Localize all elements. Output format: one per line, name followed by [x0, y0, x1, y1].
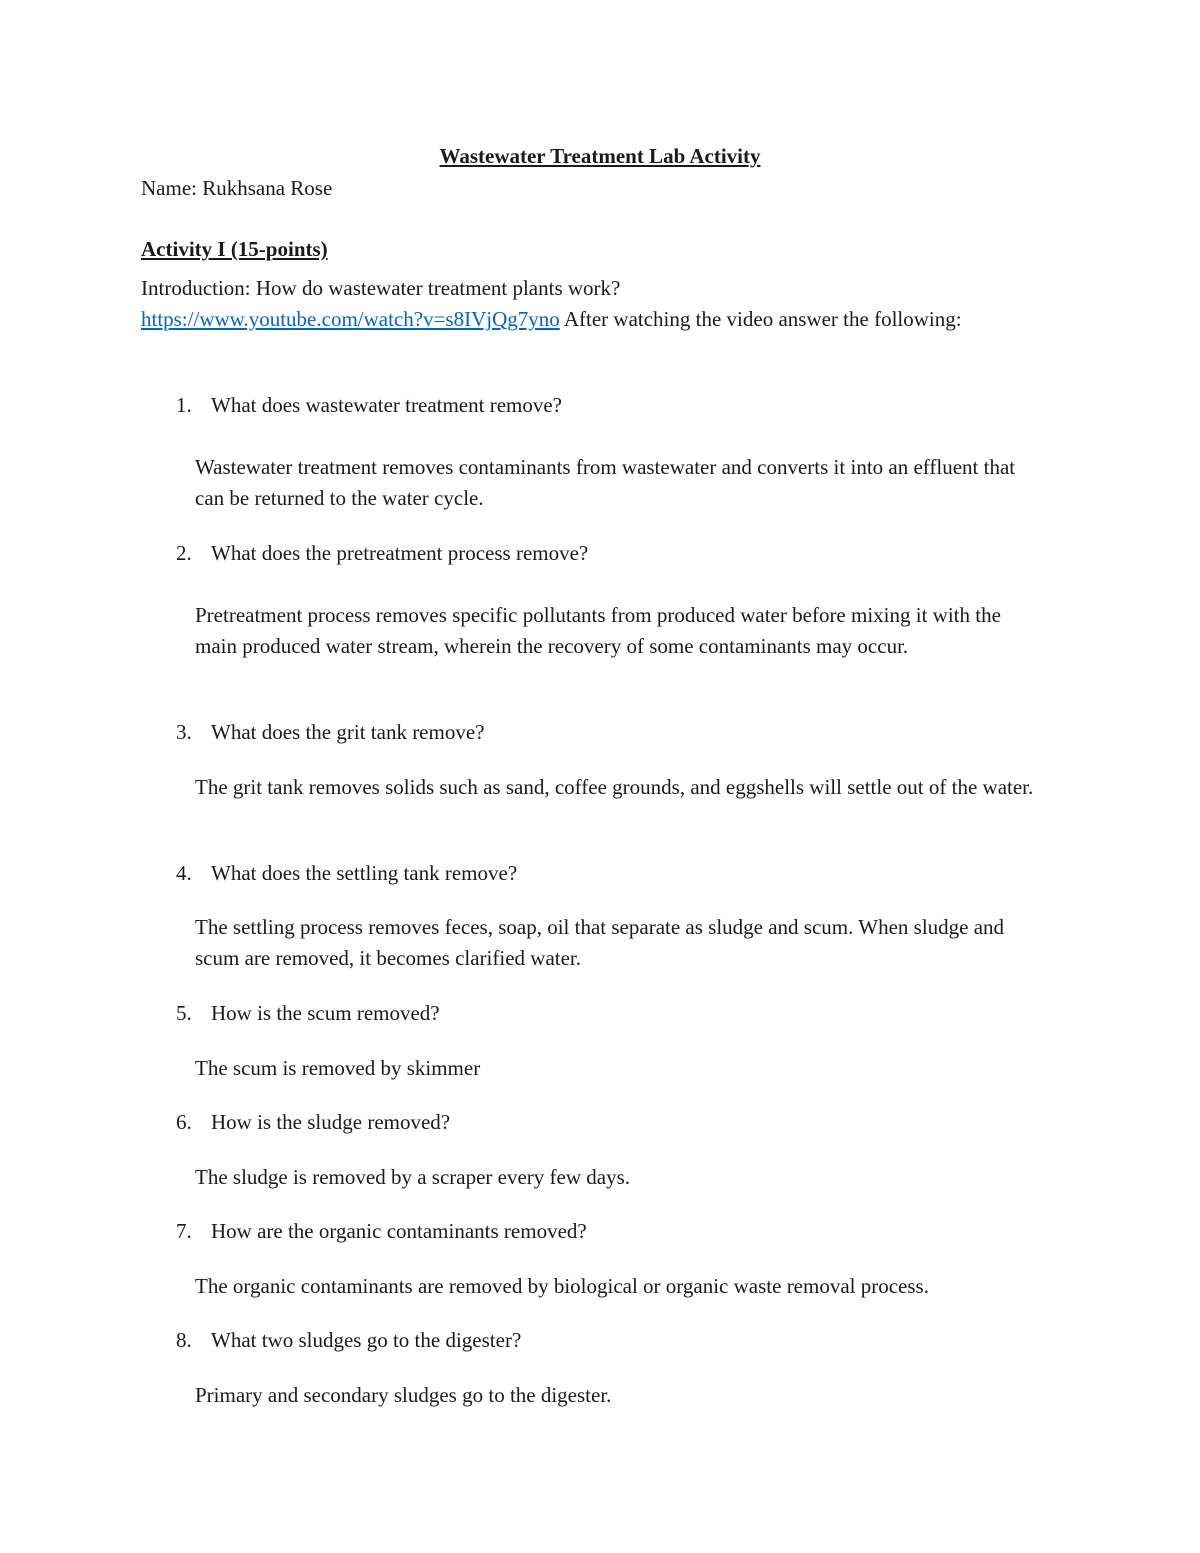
question-text: What does wastewater treatment remove? — [211, 393, 563, 417]
answer-text: Wastewater treatment removes contaminants from wastewater and converts it into an effluent that can be returned to the water cycle. — [195, 455, 1016, 510]
question-number: 3. — [176, 720, 192, 744]
question-number: 4. — [176, 861, 192, 885]
question-text: What two sludges go to the digester? — [211, 1328, 522, 1352]
question-number: 6. — [176, 1110, 192, 1134]
answer-text: Primary and secondary sludges go to the digester. — [195, 1383, 612, 1407]
answer-text: The grit tank removes solids such as sand, coffee grounds, and eggshells will settle out of the water. — [195, 775, 1034, 799]
question-item — [176, 858, 517, 889]
answer-text: The organic contaminants are removed by biological or organic waste removal process. — [195, 1274, 929, 1298]
answer-text: Pretreatment process removes specific pollutants from produced water before mixing it with the main produced water stream, wherein the recovery of some contaminants may occur. — [195, 603, 1001, 658]
question-text: What does the grit tank remove? — [211, 720, 485, 744]
introduction-paragraph — [141, 273, 1001, 335]
question-item — [176, 1216, 587, 1247]
document-title: Wastewater Treatment Lab Activity — [439, 144, 761, 168]
question-item — [176, 1325, 521, 1356]
question-number: 1. — [176, 393, 192, 417]
question-item — [176, 1107, 450, 1138]
answer-text: The scum is removed by skimmer — [195, 1056, 481, 1080]
question-text: What does the settling tank remove? — [211, 861, 518, 885]
intro-instruction: After watching the video answer the following: — [559, 307, 962, 331]
answer-text: The sludge is removed by a scraper every few days. — [195, 1165, 631, 1189]
question-number: 2. — [176, 541, 192, 565]
question-item — [176, 998, 440, 1029]
intro-question: Introduction: How do wastewater treatment plants work? — [141, 276, 621, 300]
question-number: 5. — [176, 1001, 192, 1025]
student-name: Name: Rukhsana Rose — [141, 176, 333, 200]
question-item — [176, 390, 562, 421]
question-text: What does the pretreatment process remove? — [211, 541, 589, 565]
video-link[interactable]: https://www.youtube.com/watch?v=s8IVjQg7yno — [141, 307, 560, 331]
question-text: How is the sludge removed? — [211, 1110, 451, 1134]
answer-text: The settling process removes feces, soap, oil that separate as sludge and scum. When sludge and scum are removed, it becomes clarified water. — [195, 915, 1005, 970]
question-text: How are the organic contaminants removed? — [211, 1219, 587, 1243]
question-item — [176, 717, 484, 748]
section-heading: Activity I (15-points) — [141, 237, 328, 261]
question-number: 7. — [176, 1219, 192, 1243]
intro-instruction-line — [141, 304, 1001, 335]
question-text: How is the scum removed? — [211, 1001, 440, 1025]
question-number: 8. — [176, 1328, 192, 1352]
question-item — [176, 538, 588, 569]
